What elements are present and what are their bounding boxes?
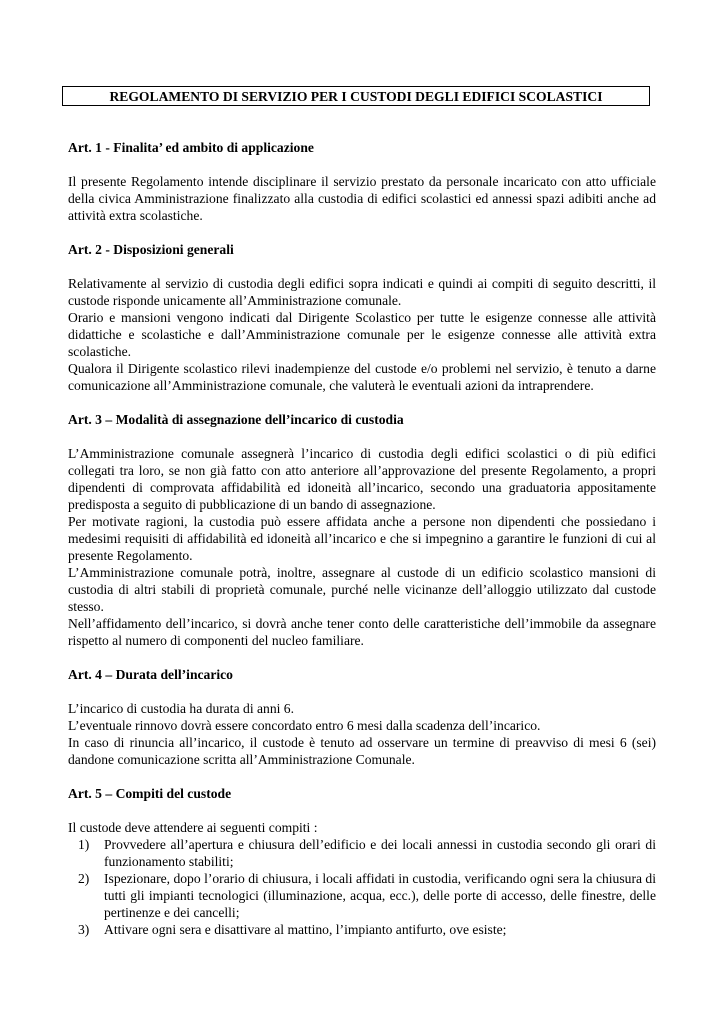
article-1 [68, 139, 656, 224]
article-3 [68, 411, 656, 649]
article-1-heading: Art. 1 - Finalita’ ed ambito di applicazione [68, 140, 314, 155]
article-5-task-list [68, 836, 656, 938]
document-page [68, 86, 656, 938]
document-title: REGOLAMENTO DI SERVIZIO PER I CUSTODI DEGLI EDIFICI SCOLASTICI [62, 86, 650, 106]
list-item [78, 921, 656, 938]
list-item [78, 836, 656, 870]
article-3-paragraph-3: L’Amministrazione comunale potrà, inoltre, assegnare al custode di un edificio scolastico mansioni di custodia di altri stabili di proprietà comunale, purché nelle vicinanze dell’alloggio utilizzato dal custode stesso. [68, 565, 656, 614]
list-item-number: 3) [78, 922, 90, 937]
article-2-paragraph-1: Relativamente al servizio di custodia degli edifici sopra indicati e quindi ai compiti di seguito descritti, il custode risponde unicamente all’Amministrazione comunale. [68, 276, 656, 308]
list-item-text: Attivare ogni sera e disattivare al mattino, l’impianto antifurto, ove esiste; [104, 922, 507, 937]
list-item [78, 870, 656, 921]
list-item-number: 2) [78, 871, 90, 886]
article-2 [68, 241, 656, 394]
article-4-heading: Art. 4 – Durata dell’incarico [68, 667, 233, 682]
article-3-paragraph-2: Per motivate ragioni, la custodia può essere affidata anche a persone non dipendenti che possiedano i medesimi requisiti di affidabilità ed idoneità all’incarico e che si impegnino a garantire le funzioni di cui al presente Regolamento. [68, 514, 656, 563]
article-5-heading: Art. 5 – Compiti del custode [68, 786, 232, 801]
article-5-paragraph-1: Il custode deve attendere ai seguenti compiti : [68, 820, 318, 835]
article-4 [68, 666, 656, 768]
list-item-text: Ispezionare, dopo l’orario di chiusura, i locali affidati in custodia, verificando ogni sera la chiusura di tutti gli impianti tecnologici (illuminazione, acqua, ecc.), delle porte di accesso, delle finestre, delle pertinenze e dei cancelli; [104, 871, 656, 920]
article-2-paragraph-3: Qualora il Dirigente scolastico rilevi inadempienze del custode e/o problemi nel servizio, è tenuto a darne comunicazione all’Amministrazione comunale, che valuterà le eventuali azioni da intraprendere. [68, 361, 656, 393]
article-3-heading: Art. 3 – Modalità di assegnazione dell’incarico di custodia [68, 412, 404, 427]
article-5 [68, 785, 656, 938]
article-4-paragraph-1: L’incarico di custodia ha durata di anni 6. [68, 701, 294, 716]
list-item-number: 1) [78, 837, 90, 852]
article-4-paragraph-2: L’eventuale rinnovo dovrà essere concordato entro 6 mesi dalla scadenza dell’incarico. [68, 718, 541, 733]
article-1-paragraph-1: Il presente Regolamento intende disciplinare il servizio prestato da personale incaricato con atto ufficiale della civica Amministrazione finalizzato alla custodia di edifici scolastici ed annessi spazi adibiti anche ad attività extra scolastiche. [68, 174, 656, 223]
article-3-paragraph-1: L’Amministrazione comunale assegnerà l’incarico di custodia degli edifici scolastici o di più edifici collegati tra loro, se non già fatto con atto anteriore all’approvazione del presente Regolamento, a propri dipendenti di comprovata affidabilità ed idoneità all’incarico, secondo una graduatoria appositamente predisposta a seguito di pubblicazione di un bando di assegnazione. [68, 446, 656, 512]
article-2-paragraph-2: Orario e mansioni vengono indicati dal Dirigente Scolastico per tutte le esigenze connesse alle attività didattiche e scolastiche e dall’Amministrazione comunale per le esigenze connesse alle attività extra scolastiche. [68, 310, 656, 359]
article-3-paragraph-4: Nell’affidamento dell’incarico, si dovrà anche tener conto delle caratteristiche dell’immobile da assegnare rispetto al numero di componenti del nucleo familiare. [68, 616, 656, 648]
article-2-heading: Art. 2 - Disposizioni generali [68, 242, 234, 257]
article-4-paragraph-3: In caso di rinuncia all’incarico, il custode è tenuto ad osservare un termine di preavviso di mesi 6 (sei) dandone comunicazione scritta all’Amministrazione Comunale. [68, 735, 656, 767]
list-item-text: Provvedere all’apertura e chiusura dell’edificio e dei locali annessi in custodia secondo gli orari di funzionamento stabiliti; [104, 837, 656, 869]
